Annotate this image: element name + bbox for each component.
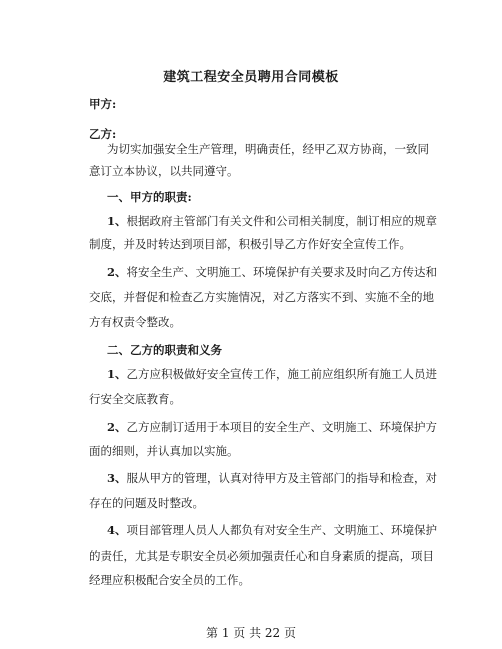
section1-item1-text1: 根据政府主管部门有关文件和公司相关制度，制订相应的规章: [126, 214, 438, 228]
intro-line-1: 为切实加强安全生产管理，明确责任，经甲乙双方协商，一致同: [107, 142, 429, 156]
section2-item1-line2: 行安全交底教育。: [89, 392, 181, 406]
section1-item2-line1: [107, 264, 437, 280]
section2-item4-line2: 的责任，尤其是专职安全员必须加强责任心和自身素质的提高，项目: [89, 549, 434, 563]
section1-item1-line1: [107, 213, 437, 229]
section2-item4-line1: [107, 522, 437, 538]
section2-item2-text1: 乙方应制订适用于本项目的安全生产、文明施工、环境保护方: [126, 420, 438, 434]
section2-item4-num: 4、: [107, 523, 127, 537]
section1-item2-num: 2、: [107, 265, 127, 279]
page-footer: 第 1 页 共 22 页: [206, 626, 296, 640]
party-a-label: 甲方:: [89, 97, 117, 111]
section2-item1-text1: 乙方应积极做好安全宣传工作，施工前应组织所有施工人员进: [126, 367, 438, 381]
section2-item1-num: 1、: [107, 367, 127, 381]
section2-item3-line2: 存在的问题及时整改。: [89, 496, 204, 510]
section1-item1-num: 1、: [107, 214, 127, 228]
section2-item4-line3: 经理应积极配合安全员的工作。: [89, 573, 250, 587]
section2-item2-line2: 面的细则，并认真加以实施。: [89, 444, 239, 458]
section1-item2-line2: 交底，并督促和检查乙方实施情况，对乙方落实不到、实施不全的地: [89, 290, 434, 304]
intro-line-2: 意订立本协议，以共同遵守。: [89, 164, 239, 178]
party-b-label: 乙方:: [89, 127, 117, 141]
section2-heading: 二、乙方的职责和义务: [107, 343, 222, 357]
section2-item1-line1: [107, 366, 437, 382]
section2-item2-num: 2、: [107, 420, 127, 434]
section2-item3-text1: 服从甲方的管理，认真对待甲方及主管部门的指导和检查，对: [126, 471, 438, 485]
section1-item2-line3: 方有权责令整改。: [89, 315, 181, 329]
section1-item2-text1: 将安全生产、文明施工、环境保护有关要求及时向乙方传达和: [126, 265, 438, 279]
section1-heading: 一、甲方的职责:: [107, 190, 192, 204]
section2-item4-text1: 项目部管理人员人人都负有对安全生产、文明施工、环境保护: [126, 523, 438, 537]
section1-item1-line2: 制度，并及时转达到项目部，积极引导乙方作好安全宣传工作。: [89, 237, 411, 251]
section2-item3-line1: [107, 470, 437, 486]
section2-item3-num: 3、: [107, 471, 127, 485]
document-title: 建筑工程安全员聘用合同模板: [163, 70, 339, 85]
section2-item2-line1: [107, 419, 437, 435]
